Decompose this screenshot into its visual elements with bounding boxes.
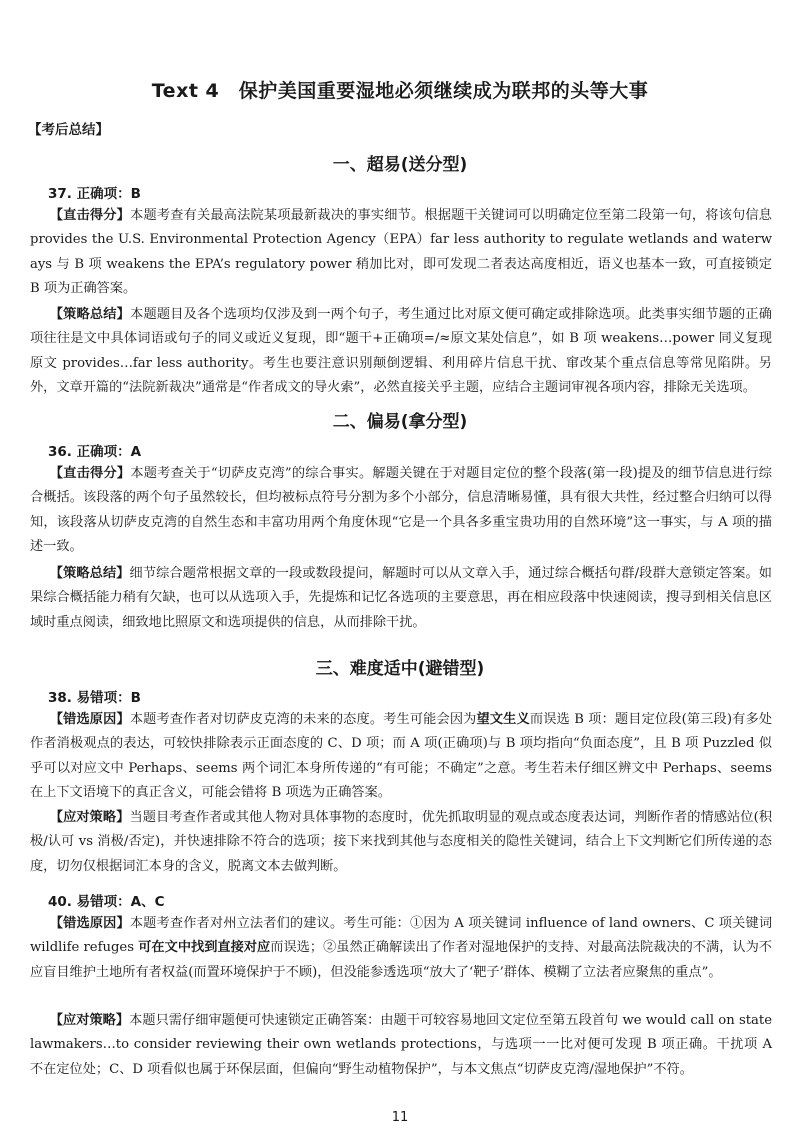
summary-tag: 【考后总结】 (28, 122, 109, 138)
label-error-reason: 【错选原因】 (49, 916, 130, 931)
paragraph-36-strategy (30, 562, 772, 635)
paragraph-text: 而误选；②虽然正确解读出了作者对湿地保护的支持、对最高法院裁决的不满，认为不应盲目维护土地所有者权益(而置环境保护于不顾)，但没能参透选项“放大了‘靶子’群体、模糊了立法者应聚焦的重点”。 (30, 940, 772, 980)
paragraph-text: 本题考查作者对州立法者们的建议。考生可能：①因为 A 项关键词 influence of land owners、C 项关键词 wildlife refuges (30, 916, 773, 956)
label-coping-strategy: 【应对策略】 (49, 810, 130, 825)
label-direct-score: 【直击得分】 (49, 208, 131, 223)
emphasis-text: 可在文中找到直接对应 (138, 940, 271, 956)
label-error-reason: 【错选原因】 (49, 712, 130, 727)
answer-36: 36. 正确项：A (48, 444, 142, 460)
paragraph-40-strategy (30, 1009, 772, 1082)
page-number: 11 (391, 1110, 409, 1125)
paragraph-text: 本题考查作者对切萨皮克湾的未来的态度。考生可能会因为 (129, 712, 477, 727)
paragraph-36-direct (30, 462, 772, 559)
answer-38: 38. 易错项：B (48, 690, 141, 706)
paragraph-text: 而误选 B 项：题目定位段(第三段)有多处作者消极观点的表达，可较快排除表示正面态度的 C、D 项；而 A 项(正确项)与 B 项均指向“负面态度”，且 B 项 Puzzled 似乎可以对应文中 Perhaps、seems 两个词汇本身所传递的“有可能；不确定”之意。考生若未仔细区辨文中 Perhaps、seems 在上下文语境下的真正含义，可能会错将 B 项选为正确答案。 (30, 712, 773, 800)
paragraph-text: 本题题目及各个选项均仅涉及到一两个句子，考生通过比对原文便可确定或排除选项。此类事实细节题的正确项往往是文中具体词语或句子的同义或近义复现，即“题干+正确项=/≈原文某处信息”，如 B 项 weakens…power 同义复现原文 provides…far less authority。考生也要注意识别颠倒逻辑、利用碎片信息干扰、窜改某个重点信息等常见陷阱。另外，文章开篇的“法院新裁决”通常是“作者成文的导火索”，必然直接关乎主题，应结合主题词审视各项内容，排除无关选项。 (30, 307, 772, 395)
label-coping-strategy: 【应对策略】 (49, 1013, 130, 1028)
paragraph-37-direct (30, 204, 772, 301)
section-heading-fairly-easy: 二、偏易(拿分型) (332, 412, 468, 432)
paragraph-text: 细节综合题常根据文章的一段或数段提问，解题时可以从文章入手，通过综合概括句群/段群大意锁定答案。如果综合概括能力稍有欠缺，也可以从选项入手，先提炼和记忆各选项的主要意思，再在相应段落中快速阅读，搜寻到相关信息区域时重点阅读，细致地比照原文和选项提供的信息，从而排除干扰。 (30, 566, 772, 630)
paragraph-text: 本题考查关于“切萨皮克湾”的综合事实。解题关键在于对题目定位的整个段落(第一段)提及的细节信息进行综合概括。该段落的两个句子虽然较长，但均被标点符号分割为多个小部分，信息清晰易懂，具有很大共性，经过整合归纳可以得知，该段落从切萨皮克湾的自然生态和丰富功用两个角度休现“它是一个具各多重宝贵功用的自然环境”这一事实，与 A 项的描述一致。 (30, 466, 772, 554)
paragraph-37-strategy (30, 303, 772, 400)
section-heading-easy: 一、超易(送分型) (332, 155, 468, 175)
paragraph-38-strategy (30, 806, 772, 879)
page-title: Text 4 保护美国重要湿地必须继续成为联邦的头等大事 (151, 80, 649, 102)
paragraph-text: 当题目考查作者或其他人物对具体事物的态度时，优先抓取明显的观点或态度表达词，判断作者的情感站位(积极/认可 vs 消极/否定)，并快速排除不符合的选项；接下来找到其他与态度相关的隐性关键词，结合上下文判断它们所传递的态度，切勿仅根据词汇本身的含义，脱离文本去做判断。 (30, 810, 773, 874)
label-strategy-summary: 【策略总结】 (49, 566, 130, 581)
paragraph-38-error (30, 708, 772, 805)
section-heading-medium: 三、难度适中(避错型) (315, 659, 485, 679)
paragraph-40-error (30, 912, 772, 985)
label-direct-score: 【直击得分】 (49, 466, 131, 481)
answer-37: 37. 正确项：B (48, 186, 141, 202)
label-strategy-summary: 【策略总结】 (49, 307, 131, 322)
paragraph-text: 本题只需仔细审题便可快速锁定正确答案：由题干可较容易地回文定位至第五段首句 we would call on state lawmakers…to consider reviewing their own wetlands protections，与选项一一比对便可发现 B 项正确。干扰项 A 不在定位处；C、D 项看似也属于环保层面，但偏向“野生动植物保护”，与本文焦点“切萨皮克湾/湿地保护”不符。 (30, 1013, 772, 1077)
answer-40: 40. 易错项：A、C (48, 894, 165, 910)
paragraph-text: 本题考查有关最高法院某项最新裁决的事实细节。根据题干关键词可以明确定位至第二段第一句，将该句信息 provides the U.S. Environmental Protection Agency（EPA）far less authority to regulate wetlands and waterways 与 B 项 weakens the EPA’s regulatory power 稍加比对，即可发现二者表达高度相近，语义也基本一致，可直接锁定 B 项为正确答案。 (30, 208, 772, 296)
emphasis-text: 望文生义 (476, 712, 530, 727)
